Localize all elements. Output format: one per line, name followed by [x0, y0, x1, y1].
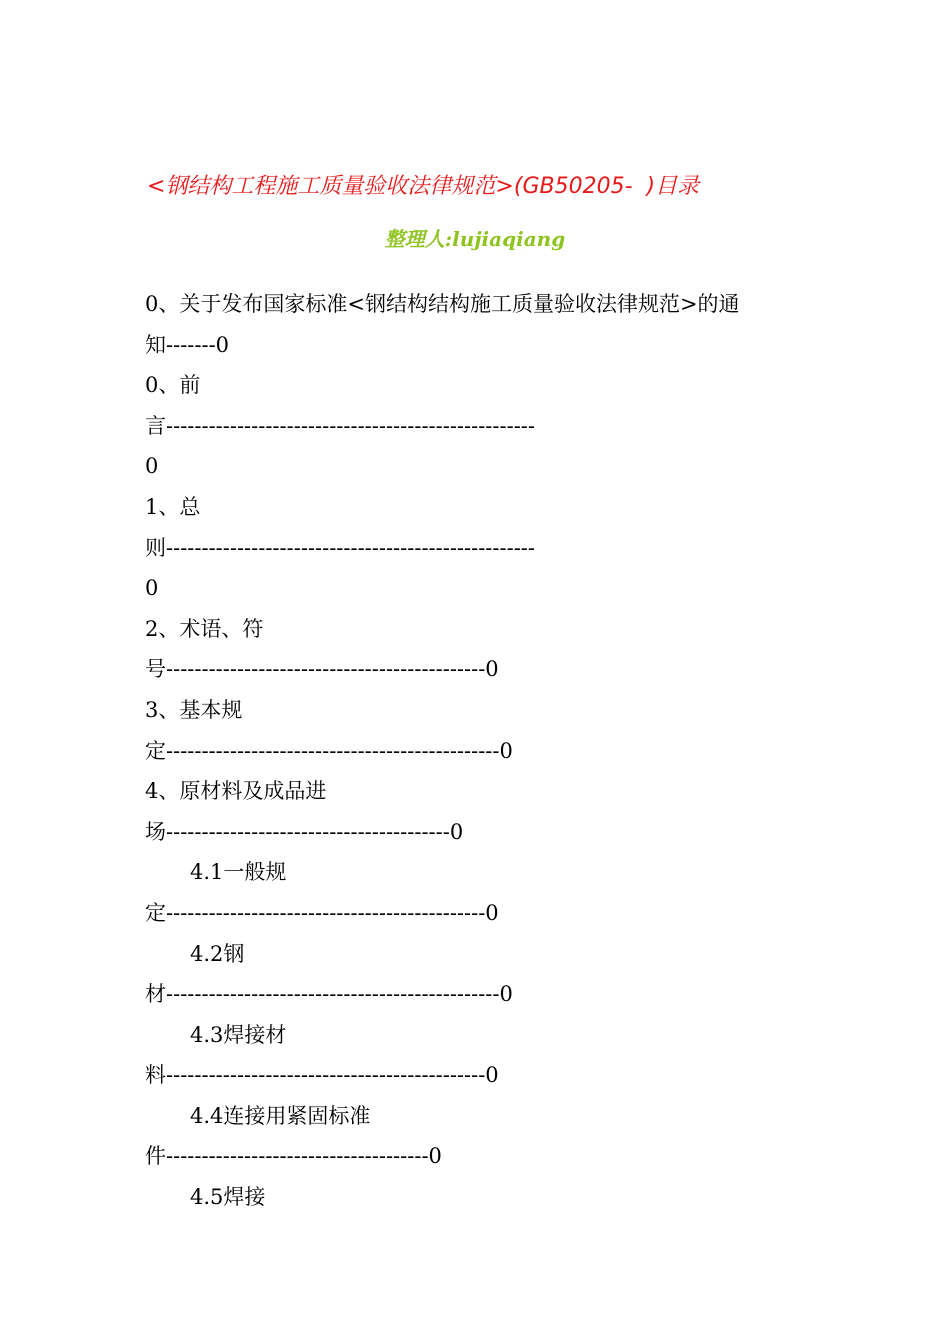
toc-line: 4.2钢 [190, 941, 245, 966]
toc-line: 知-------0 [145, 332, 230, 357]
toc-line: 4.5焊接 [190, 1185, 266, 1210]
toc-line: 料---------------------------------------------0 [145, 1063, 499, 1088]
toc-line: 4、原材料及成品进 [145, 779, 327, 804]
toc-line: 则---------------------------------------------------- [145, 535, 535, 560]
toc-line: 0、前 [145, 373, 201, 398]
table-of-contents [145, 284, 815, 1218]
toc-line: 言---------------------------------------------------- [145, 413, 535, 438]
toc-line: 2、术语、符 [145, 616, 264, 641]
toc-line: 4.3焊接材 [190, 1022, 287, 1047]
toc-line: 件-------------------------------------0 [145, 1144, 442, 1169]
toc-line: 0、关于发布国家标准<钢结构结构施工质量验收法律规范>的通 [145, 292, 740, 316]
toc-line: 4.1一般规 [190, 860, 287, 885]
toc-line: 号---------------------------------------------0 [145, 657, 499, 682]
toc-line: 0 [145, 454, 159, 479]
toc-line: 材-----------------------------------------------0 [145, 982, 513, 1007]
toc-line: 定---------------------------------------------0 [145, 900, 499, 925]
toc-line: 0 [145, 576, 159, 601]
toc-line: 3、基本规 [145, 697, 243, 722]
document-title: <钢结构工程施工质量验收法律规范>(GB50205- )目录 [147, 174, 700, 199]
toc-line: 4.4连接用紧固标准 [190, 1103, 371, 1128]
toc-line: 场----------------------------------------0 [145, 819, 464, 844]
toc-line: 1、总 [145, 494, 201, 519]
compiler-line: 整理人:lujiaqiang [384, 227, 566, 251]
toc-line: 定-----------------------------------------------0 [145, 738, 513, 763]
